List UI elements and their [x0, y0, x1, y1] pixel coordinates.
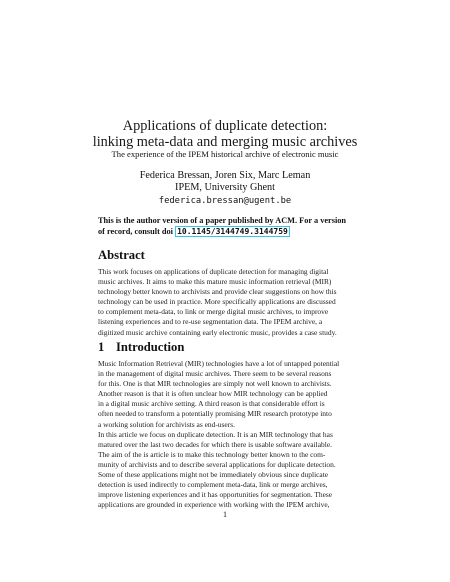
intro-line: in the management of digital music archives. There seem to be several reasons: [98, 369, 332, 379]
intro-line: a working solution for archivists as end-users.: [98, 419, 235, 429]
abstract-line: digitized music archive containing early electronic music, provides a case study.: [98, 327, 337, 337]
introduction-heading: [98, 340, 184, 354]
page-number: 1: [223, 510, 227, 519]
author-affiliation: IPEM, University Ghent: [175, 182, 275, 193]
publication-notice-line-1: This is the author version of a paper published by ACM. For a version: [98, 216, 347, 225]
publication-notice-prefix: of record, consult doi: [98, 227, 173, 236]
intro-line: improve listening experiences and it has opportunities for segmentation. These: [98, 490, 333, 500]
author-names: Federica Bressan, Joren Six, Marc Leman: [139, 170, 311, 181]
intro-line: Some of these applications might not be immediately obvious since duplicate: [98, 470, 329, 480]
abstract-line: technology can be used in practice. More specifically applications are discussed: [98, 297, 336, 307]
intro-line: in a digital music archive setting. A third reason is that considerable effort is: [98, 399, 325, 409]
intro-line: munity of archivists and to describe several applications for duplicate detection.: [98, 459, 336, 469]
paper-subtitle: The experience of the IPEM historical archive of electronic music: [111, 149, 339, 159]
intro-line: Music Information Retrieval (MIR) technologies have a lot of untapped potential: [98, 359, 340, 368]
abstract-line: music archives. It aims to make this mature music information retrieval (MIR): [98, 277, 332, 287]
abstract-line: This work focuses on applications of duplicate detection for managing digital: [98, 267, 329, 276]
intro-line: detection is used indirectly to complement meta-data, link or merge archives,: [98, 480, 328, 490]
abstract-line: to complement meta-data, to link or merge digital music archives, to improve: [98, 307, 329, 317]
intro-line: for this. One is that MIR technologies are simply not well known to archivists.: [98, 379, 332, 389]
paper-title-line-1: Applications of duplicate detection:: [122, 118, 328, 134]
intro-line: matured over the last two decades for which there is usable software available.: [98, 439, 332, 449]
section-title: Introduction: [116, 340, 185, 354]
intro-line: often needed to transform a potentially promising MIR research prototype into: [98, 409, 332, 419]
abstract-body: [98, 267, 356, 338]
intro-line: In this article we focus on duplicate detection. It is an MIR technology that has: [98, 429, 333, 439]
intro-line: applications are grounded in experience with working with the IPEM archive,: [98, 500, 330, 510]
abstract-line: technology better known to archivists and provide clear suggestions on how this: [98, 287, 337, 297]
abstract-line: listening experiences and to re-use segmentation data. The IPEM archive, a: [98, 317, 323, 327]
doi-link[interactable]: 10.1145/3144749.3144759: [177, 227, 288, 236]
intro-line: The aim of the is article is to make this technology better known to the com-: [98, 449, 326, 459]
abstract-heading: Abstract: [98, 248, 145, 262]
intro-line: Another reason is that it is often unclear how MIR technology can be applied: [98, 389, 328, 399]
publication-notice-line-2: [98, 226, 358, 237]
author-email[interactable]: federica.bressan@ugent.be: [158, 196, 292, 206]
paper-title-line-2: linking meta-data and merging music archives: [92, 134, 358, 150]
introduction-body: [98, 359, 356, 510]
section-number: 1: [98, 340, 105, 354]
